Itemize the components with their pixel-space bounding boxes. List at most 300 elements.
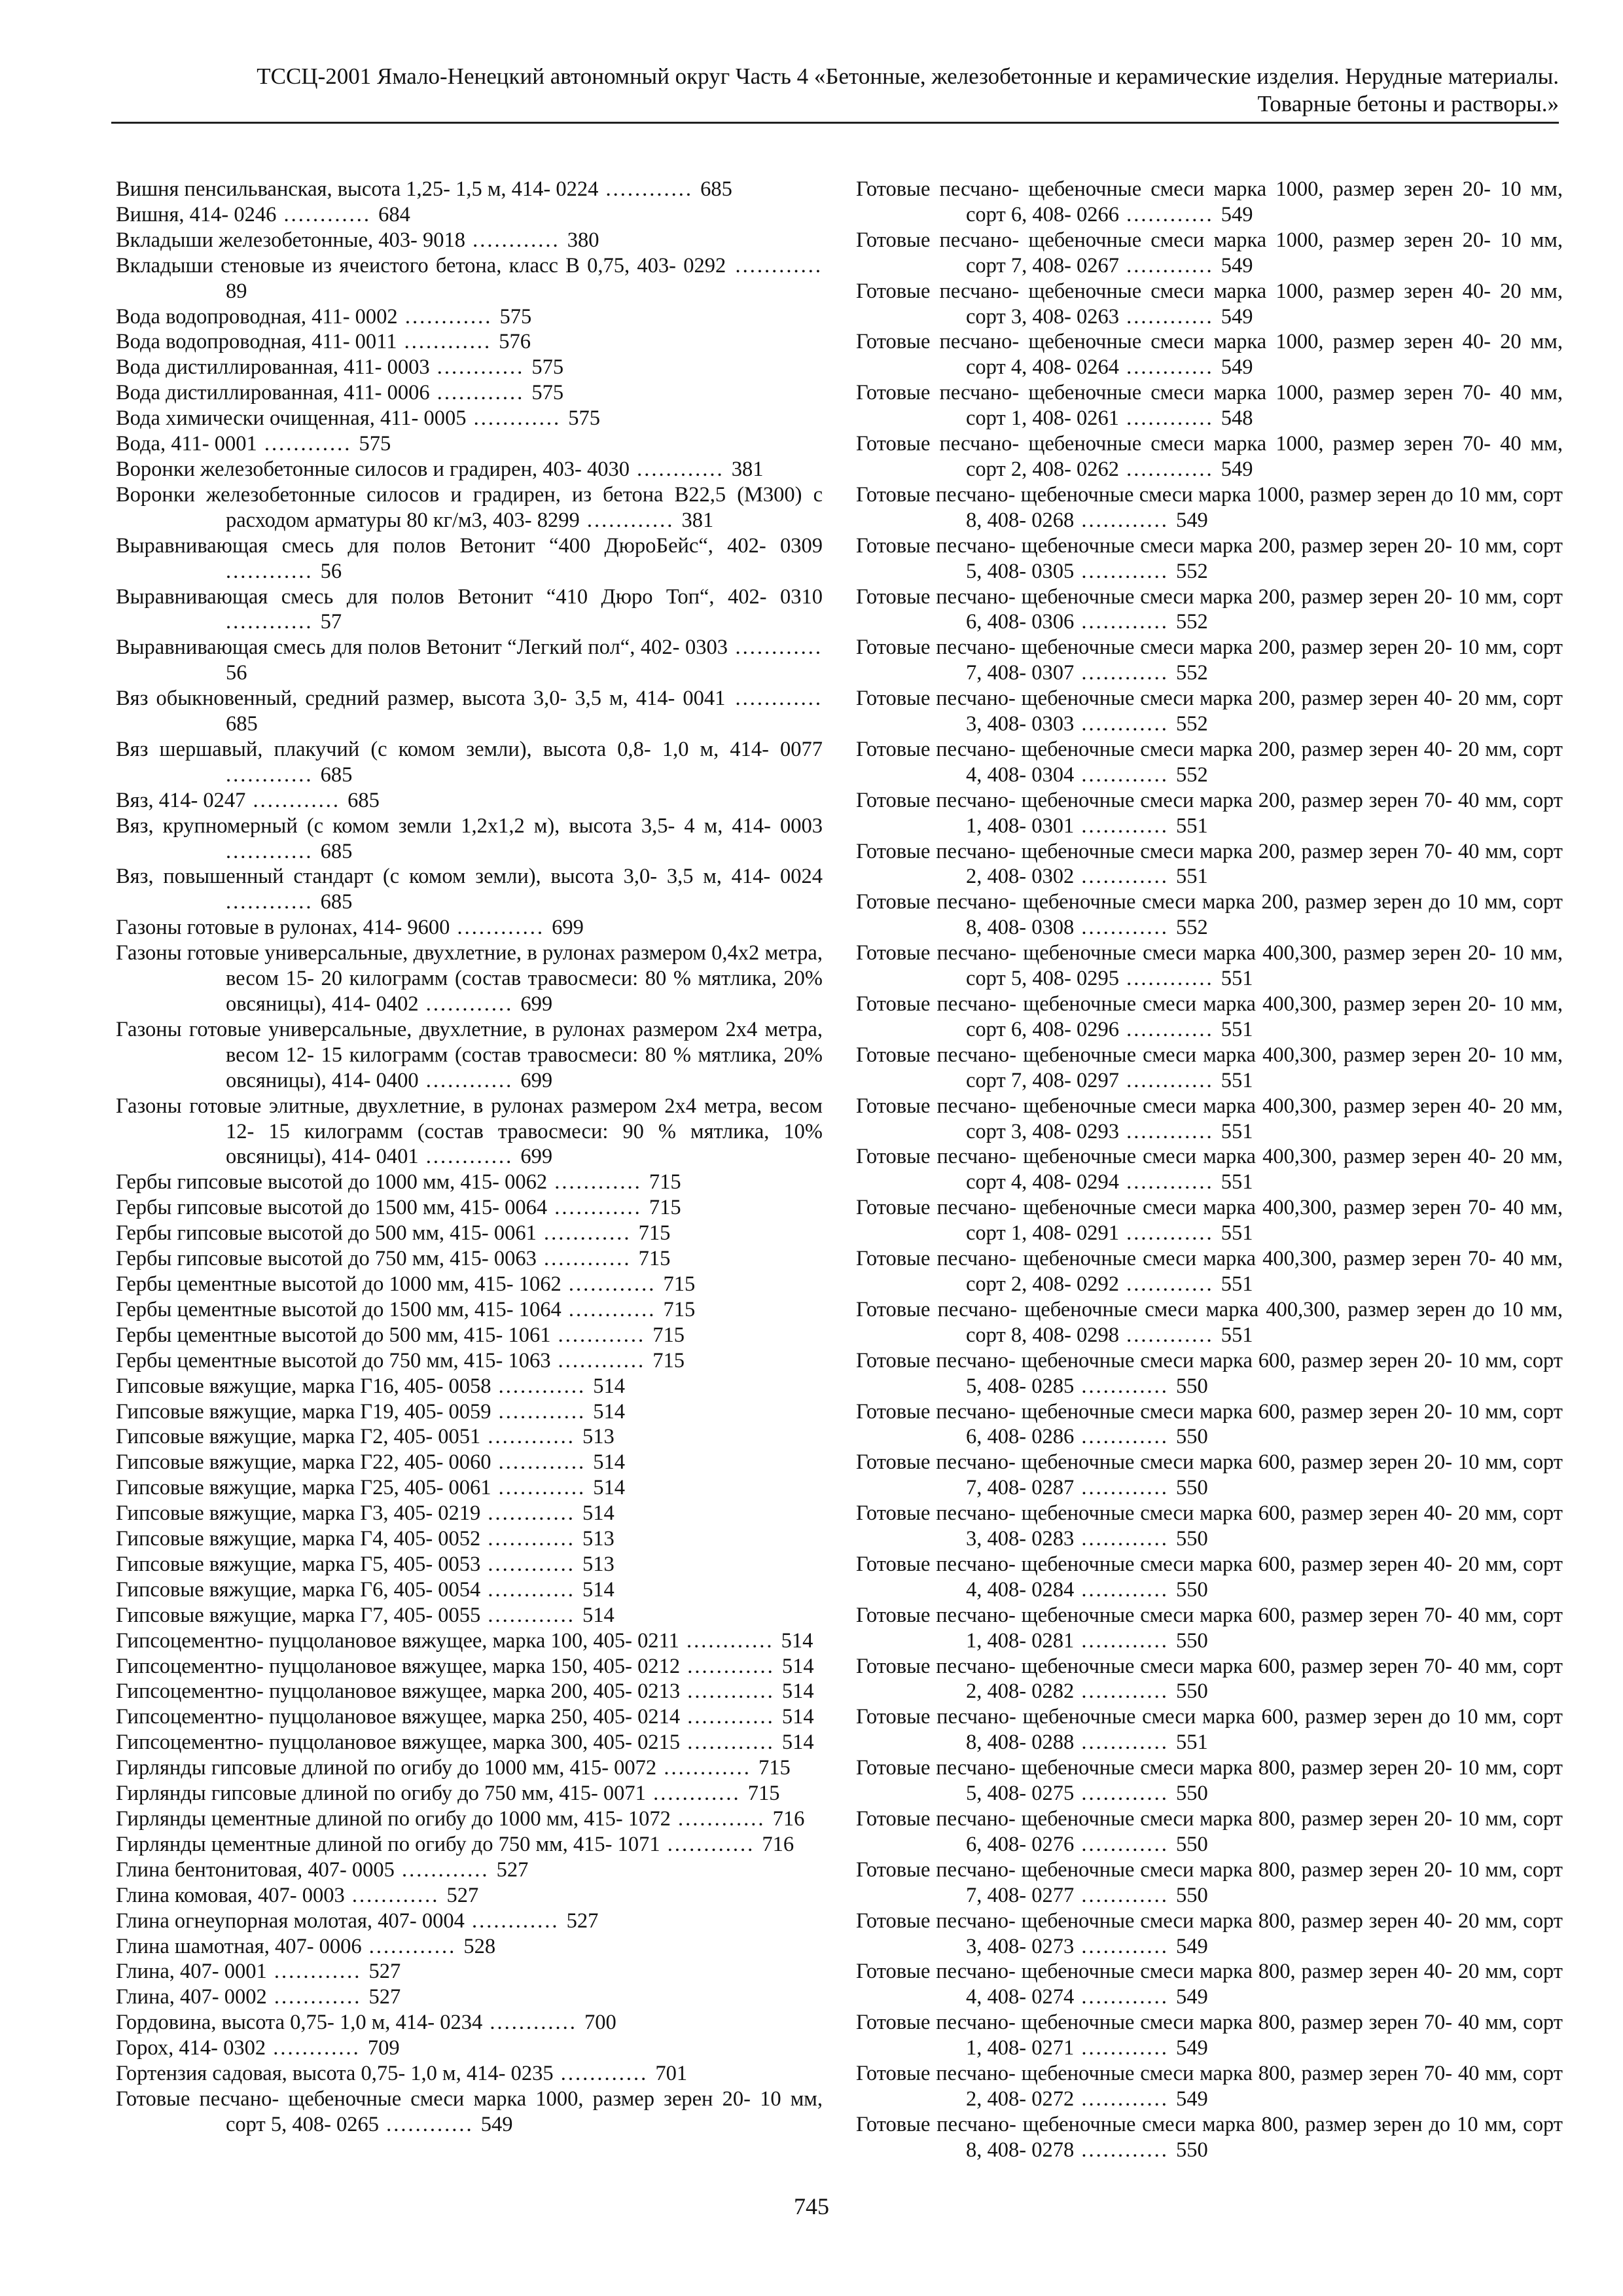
index-entry [116,686,823,737]
index-entry-page: 551 [1175,1731,1208,1755]
index-entry [116,253,823,304]
leader-dots: ............ [680,1679,782,1704]
index-entry [116,1704,823,1730]
index-entry-page: 551 [1221,1323,1253,1347]
index-entry [856,635,1563,686]
index-entry-text: Гербы гипсовые высотой до 500 мм, 415- 0061 [116,1221,537,1246]
index-entry-text: Выравнивающая смесь для полов Ветонит “Легкий пол“, 402- 0303 [116,636,728,660]
index-entry-text: Глина комовая, 407- 0003 [116,1883,345,1907]
index-entry-page: 527 [368,1960,401,1984]
index-entry-page: 551 [1221,1170,1253,1194]
index-entry-page: 551 [1175,814,1208,838]
index-entry-text: Гипсовые вяжущие, марка Г2, 405- 0051 [116,1425,481,1449]
index-entry-page: 550 [1175,1832,1208,1856]
index-entry-text: Готовые песчано- щебеночные смеси марка 200, размер зерен 70- 40 мм, сорт 2, 408- 0302 [856,839,1563,889]
index-entry [116,788,823,814]
index-entry-text: Гипсовые вяжущие, марка Г22, 405- 0060 [116,1450,491,1475]
leader-dots: ............ [1074,1883,1176,1907]
index-entry [116,1170,823,1195]
index-entry-page: 550 [1175,1476,1208,1500]
leader-dots: ............ [491,1374,594,1398]
leader-dots: ............ [344,1883,447,1907]
leader-dots: ............ [491,1476,594,1500]
index-entry-text: Готовые песчано- щебеночные смеси марка 1000, размер зерен 20- 10 мм, сорт 7, 408- 0267 [856,228,1563,278]
index-entry [116,329,823,355]
leader-dots: ............ [1074,1731,1176,1755]
leader-dots: ............ [1074,1985,1176,2009]
index-entry-text: Готовые песчано- щебеночные смеси марка 600, размер зерен 20- 10 мм, сорт 5, 408- 0285 [856,1348,1563,1398]
index-entry-text: Готовые песчано- щебеночные смеси марка 800, размер зерен до 10 мм, сорт 8, 408- 0278 [856,2112,1563,2162]
leader-dots: ............ [1119,1068,1221,1092]
index-entry-page: 550 [1175,2138,1208,2162]
index-entry [116,1984,823,2010]
index-entry-text: Готовые песчано- щебеночные смеси марка 200, размер зерен 20- 10 мм, сорт 5, 408- 0305 [856,533,1563,583]
index-entry-page: 514 [582,1603,615,1627]
index-entry-text: Готовые песчано- щебеночные смеси марка 400,300, размер зерен 40- 20 мм, сорт 3, 408- 0293 [856,1094,1563,1143]
index-entry-text: Готовые песчано- щебеночные смеси марка 800, размер зерен 70- 40 мм, сорт 1, 408- 0271 [856,2011,1563,2060]
leader-dots: ............ [1074,1425,1176,1449]
index-entry-page: 56 [320,559,342,583]
index-entry [116,1552,823,1577]
index-entry [116,737,823,788]
leader-dots: ............ [680,1731,782,1755]
leader-dots: ............ [1074,1934,1176,1958]
index-entry-text: Готовые песчано- щебеночные смеси марка 400,300, размер зерен до 10 мм, сорт 8, 408- 0298 [856,1297,1563,1347]
leader-dots: ............ [1074,661,1176,685]
index-entry-page: 549 [1221,304,1253,329]
index-entry [856,177,1563,228]
index-entry-text: Готовые песчано- щебеночные смеси марка 600, размер зерен 20- 10 мм, сорт 6, 408- 0286 [856,1399,1563,1449]
index-entry [116,1424,823,1450]
index-entry-page: 549 [480,2112,513,2136]
index-entry-text: Воронки железобетонные силосов и градирен, 403- 4030 [116,457,630,481]
index-entry [116,1909,823,1934]
index-entry-page: 549 [1175,2036,1208,2060]
index-entry [856,431,1563,482]
index-entry [116,941,823,1017]
leader-dots: ............ [1119,1119,1221,1143]
index-entry-text: Вода водопроводная, 411- 0011 [116,330,397,354]
leader-dots: ............ [226,762,321,787]
index-entry-page: 550 [1175,1425,1208,1449]
index-entry [856,533,1563,584]
leader-dots: ............ [1074,762,1176,787]
index-entry-text: Готовые песчано- щебеночные смеси марка 800, размер зерен 40- 20 мм, сорт 3, 408- 0273 [856,1909,1563,1958]
index-entry-page: 551 [1221,1119,1253,1143]
leader-dots: ............ [466,406,569,431]
header-rule [111,122,1559,124]
leader-dots: ............ [1119,202,1221,226]
index-entry-page: 550 [1175,1577,1208,1602]
index-entry-text: Гортензия садовая, высота 0,75- 1,0 м, 414- 0235 [116,2062,554,2086]
index-entry [856,788,1563,839]
index-entry-page: 550 [1175,1374,1208,1398]
index-entry-text: Гипсовые вяжущие, марка Г6, 405- 0054 [116,1577,481,1602]
index-entry [116,1959,823,1984]
index-entry-page: 715 [652,1323,685,1347]
index-entry-text: Готовые песчано- щебеночные смеси марка 200, размер зерен 40- 20 мм, сорт 3, 408- 0303 [856,687,1563,736]
index-entry [116,1628,823,1654]
index-entry-text: Готовые песчано- щебеночные смеси марка 400,300, размер зерен 20- 10 мм, сорт 7, 408- 0297 [856,1043,1563,1092]
leader-dots: ............ [579,508,682,532]
leader-dots: ............ [1119,304,1221,329]
index-entry-text: Глина, 407- 0001 [116,1960,267,1984]
index-entry-text: Гербы цементные высотой до 1500 мм, 415- 1064 [116,1297,562,1321]
index-entry-page: 89 [226,279,247,303]
index-entry [856,1755,1563,1806]
index-entry-text: Вяз, 414- 0247 [116,788,246,812]
leader-dots: ............ [480,1527,583,1551]
index-entry [856,1297,1563,1348]
leader-dots: ............ [379,2112,481,2136]
leader-dots: ............ [1074,1782,1176,1806]
leader-dots: ............ [1074,814,1176,838]
leader-dots: ............ [656,1756,758,1780]
page-number: 745 [794,2193,829,2219]
index-entry-text: Готовые песчано- щебеночные смеси марка 400,300, размер зерен 20- 10 мм, сорт 5, 408- 0295 [856,941,1563,991]
index-entry-text: Готовые песчано- щебеночные смеси марка 600, размер зерен 70- 40 мм, сорт 1, 408- 0281 [856,1603,1563,1653]
index-entry [856,279,1563,330]
leader-dots: ............ [1074,1374,1176,1398]
leader-dots: ............ [547,1196,649,1220]
index-entry-text: Готовые песчано- щебеночные смеси марка 200, размер зерен 70- 40 мм, сорт 1, 408- 0301 [856,788,1563,838]
index-entry [856,1246,1563,1297]
index-entry [116,2010,823,2036]
leader-dots: ............ [245,788,348,812]
index-entry [856,1704,1563,1755]
index-entry-text: Горох, 414- 0302 [116,2036,266,2060]
index-entry-page: 551 [1221,1272,1253,1296]
index-entry-page: 716 [762,1832,794,1856]
index-entry-page: 685 [320,839,353,863]
index-entry-page: 576 [499,330,531,354]
index-entry [856,1806,1563,1857]
index-entry-text: Готовые песчано- щебеночные смеси марка 800, размер зерен 20- 10 мм, сорт 6, 408- 0276 [856,1807,1563,1856]
index-entry [116,431,823,457]
index-entry-text: Готовые песчано- щебеночные смеси марка 400,300, размер зерен 70- 40 мм, сорт 1, 408- 0291 [856,1196,1563,1246]
index-entry-text: Гипсовые вяжущие, марка Г4, 405- 0052 [116,1527,481,1551]
index-entry-page: 685 [700,177,732,201]
leader-dots: ............ [397,304,500,329]
leader-dots: ............ [1074,1527,1176,1551]
leader-dots: ............ [480,1425,583,1449]
leader-dots: ............ [480,1501,583,1526]
index-entry-text: Вяз обыкновенный, средний размер, высота 3,0- 3,5 м, 414- 0041 [116,687,726,711]
index-entry-page: 699 [552,916,584,940]
leader-dots: ............ [1119,1272,1221,1296]
index-entry-page: 514 [593,1374,626,1398]
index-entry-page: 685 [226,712,258,736]
index-entry-page: 551 [1221,1068,1253,1092]
index-entry [856,737,1563,788]
index-entry-text: Готовые песчано- щебеночные смеси марка 1000, размер зерен 40- 20 мм, сорт 4, 408- 0264 [856,330,1563,380]
index-entry-page: 575 [499,304,532,329]
index-entry-text: Готовые песчано- щебеночные смеси марка 1000, размер зерен 40- 20 мм, сорт 3, 408- 0263 [856,279,1563,329]
index-entry-text: Гербы цементные высотой до 500 мм, 415- 1061 [116,1323,551,1347]
leader-dots: ............ [226,839,321,863]
index-entry-text: Готовые песчано- щебеночные смеси марка 1000, размер зерен 70- 40 мм, сорт 2, 408- 0262 [856,432,1563,481]
index-entry-text: Глина огнеупорная молотая, 407- 0004 [116,1909,465,1933]
index-entry [116,1806,823,1832]
index-entry-page: 575 [531,381,564,405]
leader-dots: ............ [1074,2036,1176,2060]
leader-dots: ............ [361,1934,464,1958]
index-entry [116,457,823,482]
index-entry-page: 514 [593,1399,626,1424]
index-entry-text: Глина шамотная, 407- 0006 [116,1934,362,1958]
index-entry-text: Готовые песчано- щебеночные смеси марка 800, размер зерен 20- 10 мм, сорт 7, 408- 0277 [856,1857,1563,1907]
index-entry [116,1374,823,1399]
leader-dots: ............ [257,432,359,456]
leader-dots: ............ [276,202,379,226]
index-entry [856,1959,1563,2010]
index-entry [116,1221,823,1246]
index-entry-page: 715 [649,1170,681,1194]
index-entry [856,1195,1563,1246]
index-entry-text: Готовые песчано- щебеночные смеси марка 400,300, размер зерен 70- 40 мм, сорт 2, 408- 0292 [856,1247,1563,1296]
index-entry-text: Гипсоцементно- пуццолановое вяжущее, марка 300, 405- 0215 [116,1731,681,1755]
leader-dots: ............ [1074,865,1176,889]
index-entry-page: 514 [582,1501,615,1526]
leader-dots: ............ [1119,1221,1221,1246]
index-entry [116,1195,823,1221]
index-entry-page: 685 [348,788,380,812]
leader-dots: ............ [464,1909,567,1933]
index-entry [856,1909,1563,1960]
index-entry-page: 527 [368,1985,401,2009]
index-entry [856,329,1563,380]
index-entry-page: 548 [1221,406,1253,431]
index-entry-text: Газоны готовые универсальные, двухлетние, в рулонах размером 0,4х2 метра, весом 15- 20 килограмм (состав травосмеси: 80 % мятлика, 20% овсяницы), 414- 0402 [116,941,823,1016]
index-entry [116,1246,823,1272]
leader-dots: ............ [1074,610,1176,634]
index-entry-page: 550 [1175,1782,1208,1806]
index-entry-text: Вкладыши стеновые из ячеистого бетона, класс В 0,75, 403- 0292 [116,253,726,278]
index-entry [116,814,823,865]
leader-dots: ............ [1074,2138,1176,2162]
index-entry [116,355,823,380]
leader-dots: ............ [418,1145,521,1169]
leader-dots: ............ [266,2036,368,2060]
index-entry-page: 381 [731,457,764,481]
leader-dots: ............ [536,1247,639,1271]
index-entry-page: 552 [1175,916,1208,940]
index-entry-page: 550 [1175,1679,1208,1704]
index-entry-text: Вода химически очищенная, 411- 0005 [116,406,467,431]
index-entry-text: Вяз, повышенный стандарт (с комом земли), высота 3,0- 3,5 м, 414- 0024 [116,865,823,889]
index-entry-page: 549 [1175,1985,1208,2009]
index-entry-text: Гипсовые вяжущие, марка Г5, 405- 0053 [116,1552,481,1576]
index-entry [116,1883,823,1909]
index-entry-page: 551 [1221,967,1253,991]
leader-dots: ............ [266,1960,369,1984]
index-entry-page: 514 [781,1628,813,1653]
leader-dots: ............ [266,1985,369,2009]
leader-dots: ............ [550,1348,653,1372]
index-entry [116,1832,823,1857]
running-header [111,63,1559,118]
leader-dots: ............ [680,1654,782,1678]
index-entry-text: Выравнивающая смесь для полов Ветонит “410 Дюро Топ“, 402- 0310 [116,584,823,609]
index-entry [116,406,823,431]
index-entry [856,1144,1563,1195]
leader-dots: ............ [1074,508,1176,532]
index-entry-text: Глина бентонитовая, 407- 0005 [116,1857,395,1882]
leader-dots: ............ [1119,457,1221,481]
index-entry-page: 552 [1175,661,1208,685]
index-entry-text: Гордовина, высота 0,75- 1,0 м, 414- 0234 [116,2011,483,2035]
index-entry-text: Гипсовые вяжущие, марка Г19, 405- 0059 [116,1399,491,1424]
index-entry-page: 549 [1175,1934,1208,1958]
index-entry-text: Газоны готовые элитные, двухлетние, в рулонах размером 2х4 метра, весом 12- 15 килограмм (состав травосмеси: 90 % мятлика, 10% овсяницы), 414- 0401 [116,1094,823,1169]
leader-dots: ............ [1119,253,1221,278]
leader-dots: ............ [629,457,732,481]
index-entry-text: Выравнивающая смесь для полов Ветонит “400 ДюроБейс“, 402- 0309 [116,533,823,558]
index-entry [856,482,1563,533]
header-line-2: Товарные бетоны и растворы.» [1257,91,1559,117]
index-entry-text: Готовые песчано- щебеночные смеси марка 600, размер зерен до 10 мм, сорт 8, 408- 0288 [856,1705,1563,1755]
index-entry-page: 715 [652,1348,685,1372]
index-entry [116,1323,823,1348]
index-column-right [856,177,1563,2163]
leader-dots: ............ [491,1399,594,1424]
index-entry-text: Гербы гипсовые высотой до 1500 мм, 415- 0064 [116,1196,548,1220]
index-entry-text: Готовые песчано- щебеночные смеси марка 800, размер зерен 20- 10 мм, сорт 5, 408- 0275 [856,1756,1563,1806]
index-entry [856,1094,1563,1145]
leader-dots: ............ [480,1552,583,1576]
index-entry-page: 715 [663,1297,696,1321]
index-entry-text: Вкладыши железобетонные, 403- 9018 [116,228,465,252]
index-entry-page: 552 [1175,712,1208,736]
index-entry-page: 527 [446,1883,479,1907]
index-entry [856,1603,1563,1654]
index-entry-text: Глина, 407- 0002 [116,1985,267,2009]
index-entry-page: 551 [1221,1221,1253,1246]
index-entry [116,177,823,202]
index-entry-text: Готовые песчано- щебеночные смеси марка 600, размер зерен 40- 20 мм, сорт 3, 408- 0283 [856,1501,1563,1551]
index-entry [856,1348,1563,1399]
leader-dots: ............ [553,2062,656,2086]
leader-dots: ............ [1119,1017,1221,1041]
index-entry-text: Готовые песчано- щебеночные смеси марка 200, размер зерен 20- 10 мм, сорт 6, 408- 0306 [856,584,1563,634]
leader-dots: ............ [418,992,521,1016]
leader-dots: ............ [727,636,823,660]
index-entry-text: Гербы цементные высотой до 1000 мм, 415- 1062 [116,1272,562,1296]
index-entry [116,1094,823,1170]
index-entry-text: Воронки железобетонные силосов и градирен, из бетона В22,5 (М300) с расходом арматуры 80 кг/м3, 403- 8299 [116,482,823,532]
index-entry-page: 514 [593,1476,626,1500]
index-entry-page: 684 [378,202,410,226]
leader-dots: ............ [550,1323,653,1347]
index-entry [856,1043,1563,1094]
index-entry [856,839,1563,890]
index-entry-text: Готовые песчано- щебеночные смеси марка 400,300, размер зерен 40- 20 мм, сорт 4, 408- 0294 [856,1145,1563,1194]
index-entry [116,1654,823,1679]
index-entry-page: 575 [359,432,391,456]
index-entry-page: 381 [681,508,714,532]
index-entry [116,533,823,584]
index-entry-page: 56 [226,661,247,685]
leader-dots: ............ [226,890,321,914]
index-entry-page: 513 [582,1552,615,1576]
leader-dots: ............ [645,1782,748,1806]
index-entry [856,1654,1563,1705]
index-entry-page: 527 [496,1857,529,1882]
index-entry-page: 699 [520,1068,553,1092]
index-entry [116,1450,823,1475]
index-entry-page: 514 [593,1450,626,1475]
index-entry [856,2112,1563,2163]
index-entry-text: Вода, 411- 0001 [116,432,257,456]
index-entry-page: 551 [1175,865,1208,889]
index-entry-page: 514 [582,1577,615,1602]
index-entry [116,482,823,533]
index-entry-text: Гербы гипсовые высотой до 1000 мм, 415- 0062 [116,1170,548,1194]
index-entry-text: Вода водопроводная, 411- 0002 [116,304,398,329]
index-entry-text: Гипсоцементно- пуццолановое вяжущее, марка 100, 405- 0211 [116,1628,679,1653]
index-entry-text: Готовые песчано- щебеночные смеси марка 1000, размер зерен 20- 10 мм, сорт 6, 408- 0266 [856,177,1563,226]
leader-dots: ............ [394,1857,497,1882]
leader-dots: ............ [1119,1323,1221,1347]
index-entry-page: 552 [1175,610,1208,634]
index-entry-page: 513 [582,1425,615,1449]
leader-dots: ............ [418,1068,521,1092]
index-entry-text: Вода дистиллированная, 411- 0003 [116,355,430,380]
index-entry-page: 709 [367,2036,400,2060]
leader-dots: ............ [1074,712,1176,736]
index-entry [116,2087,823,2138]
index-entry-page: 550 [1175,1883,1208,1907]
index-entry-text: Готовые песчано- щебеночные смеси марка 600, размер зерен 20- 10 мм, сорт 7, 408- 0287 [856,1450,1563,1500]
index-entry-page: 57 [320,610,342,634]
index-entry-text: Газоны готовые универсальные, двухлетние, в рулонах размером 2х4 метра, весом 12- 15 килограмм (состав травосмеси: 80 % мятлика, 20% овсяницы), 414- 0400 [116,1017,823,1092]
index-entry [116,2036,823,2061]
index-entry [856,889,1563,941]
index-entry-page: 575 [568,406,600,431]
leader-dots: ............ [1119,1170,1221,1194]
leader-dots: ............ [725,687,823,711]
leader-dots: ............ [1119,406,1221,431]
index-entry [116,1272,823,1297]
index-entry [116,864,823,915]
index-entry [856,2010,1563,2061]
leader-dots: ............ [1119,355,1221,380]
leader-dots: ............ [670,1807,773,1831]
index-entry [116,635,823,686]
index-entry-page: 685 [320,890,353,914]
leader-dots: ............ [429,355,532,380]
index-entry-text: Готовые песчано- щебеночные смеси марка 600, размер зерен 70- 40 мм, сорт 2, 408- 0282 [856,1654,1563,1704]
leader-dots: ............ [429,381,532,405]
index-entry [856,941,1563,992]
index-entry-page: 549 [1221,355,1253,380]
index-entry [116,202,823,228]
index-entry [116,584,823,636]
leader-dots: ............ [480,1603,583,1627]
index-entry-text: Газоны готовые в рулонах, 414- 9600 [116,916,450,940]
index-entry-page: 715 [758,1756,791,1780]
index-entry [116,380,823,406]
leader-dots: ............ [726,253,823,278]
index-entry [856,1450,1563,1501]
index-entry-text: Готовые песчано- щебеночные смеси марка 1000, размер зерен 20- 10 мм, сорт 5, 408- 0265 [116,2087,823,2136]
index-entry [116,1730,823,1755]
index-entry [116,1781,823,1806]
index-entry-text: Гербы цементные высотой до 750 мм, 415- 1063 [116,1348,551,1372]
index-entry-page: 699 [520,1145,553,1169]
leader-dots: ............ [561,1297,664,1321]
leader-dots: ............ [450,916,552,940]
